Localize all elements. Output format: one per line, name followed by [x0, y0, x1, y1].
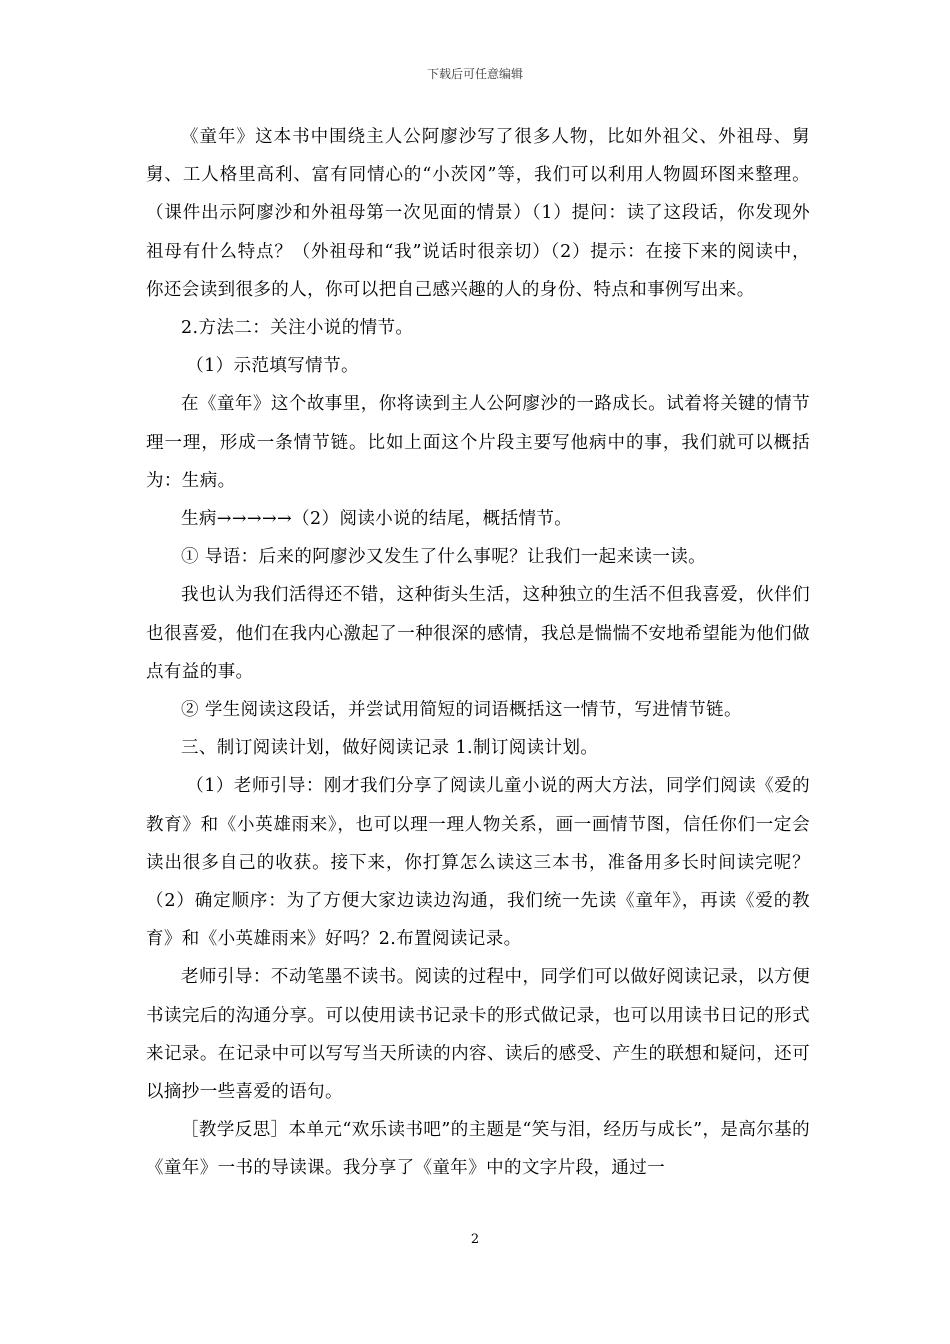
document-body — [146, 118, 810, 1188]
paragraph-method-two: 2.方法二：关注小说的情节。 — [181, 318, 414, 339]
paragraph-reading-record: 老师引导：不动笔墨不读书。阅读的过程中，同学们可以做好阅读记录，以方便书读完后的沟通分享。可以使用读书记录卡的形式做记录，也可以用读书日记的形式来记录。在记录中可以写写当天所读的内容、读后的感受、产生的联想和疑问，还可以摘抄一些喜爱的语句。 — [146, 967, 810, 1103]
paragraph-demo-plot: （1）示范填写情节。 — [186, 356, 359, 377]
paragraph-lead-in: ① 导语：后来的阿廖沙又发生了什么事呢？让我们一起来读一读。 — [181, 547, 707, 568]
paragraph-characters: 《童年》这本书中围绕主人公阿廖沙写了很多人物，比如外祖父、外祖母、舅舅、工人格里高利、富有同情心的“小茨冈”等，我们可以利用人物圆环图来整理。（课件出示阿廖沙和外祖母第一次见面的情景）（1）提问：读了这段话，你发现外祖母有什么特点？（外祖母和“我”说话时很亲切）（2）提示：在接下来的阅读中，你还会读到很多的人，你可以把自己感兴趣的人的身份、特点和事例写出来。 — [146, 127, 810, 300]
paragraph-plot-chain: 在《童年》这个故事里，你将读到主人公阿廖沙的一路成长。试着将关键的情节理一理，形成一条情节链。比如上面这个片段主要写他病中的事，我们就可以概括为：生病。 — [146, 394, 810, 491]
paragraph-teacher-guide: （1）老师引导：刚才我们分享了阅读儿童小说的两大方法，同学们阅读《爱的教育》和《小英雄雨来》，也可以理一理人物关系，画一画情节图，信任你们一定会读出很多自己的收获。接下来，你打算怎么读这三本书，准备用多长时间读完呢？（2）确定顺序：为了方便大家边读边沟通，我们统一先读《童年》，再读《爱的教育》和《小英雄雨来》好吗？2.布置阅读记录。 — [146, 776, 810, 950]
paragraph-reflection: ［教学反思］本单元“欢乐读书吧”的主题是“笑与泪，经历与成长”，是高尔基的《童年》一书的导读课。我分享了《童年》中的文字片段，通过一 — [146, 1120, 810, 1179]
paragraph-student-reading: ② 学生阅读这段话，并尝试用简短的词语概括这一情节，写进情节链。 — [181, 700, 742, 721]
paragraph-plot-arrows: 生病→→→→→（2）阅读小说的结尾，概括情节。 — [181, 509, 573, 530]
paragraph-quote: 我也认为我们活得还不错，这种街头生活，这种独立的生活不但我喜爱，伙伴们也很喜爱，他们在我内心激起了一种很深的感情，我总是惴惴不安地希望能为他们做点有益的事。 — [146, 585, 810, 682]
paragraph-section-three: 三、制订阅读计划，做好阅读记录 1.制订阅读计划。 — [181, 738, 599, 759]
page-header: 下载后可任意编辑 — [426, 67, 523, 81]
page-number: 2 — [470, 1232, 480, 1247]
